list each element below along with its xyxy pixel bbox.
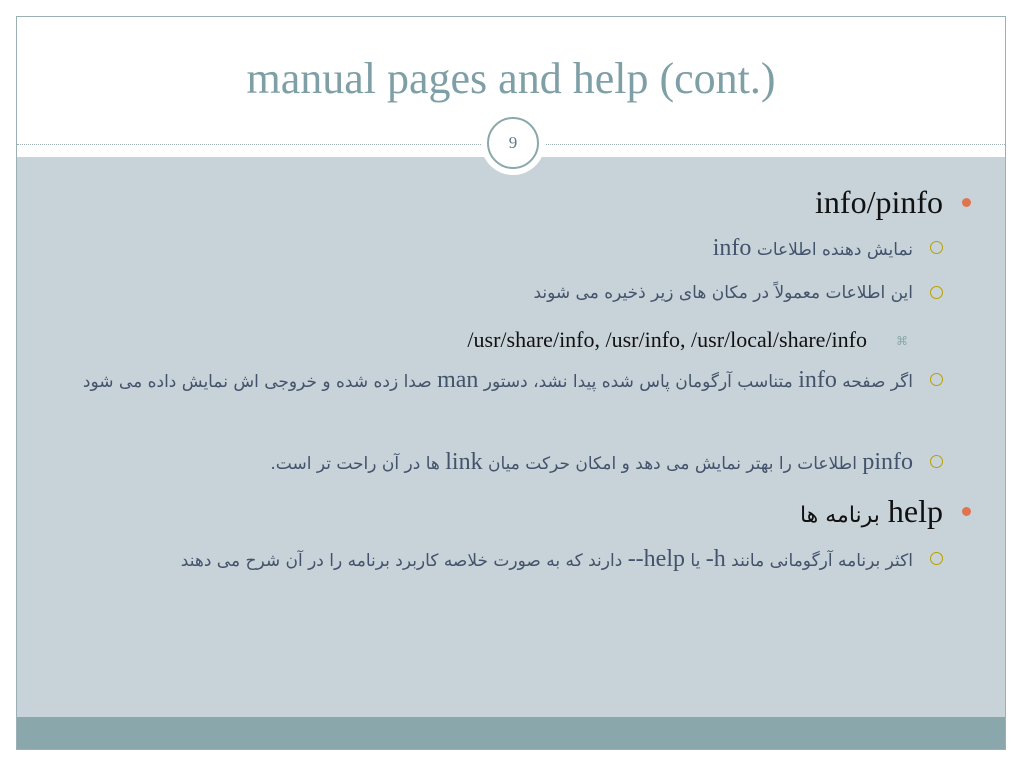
page-number: 9 <box>487 117 539 169</box>
item-term: info <box>712 235 752 261</box>
item-text: اکثر برنامه آرگومانی مانند <box>731 551 913 571</box>
item-term: -h <box>705 546 726 572</box>
item-text: اگر صفحه <box>842 372 913 392</box>
bullet-dot-icon <box>962 198 971 207</box>
item-text: دارند که به صورت خلاصه کاربرد برنامه را در آن شرح می دهند <box>180 551 623 571</box>
list-item <box>270 445 913 481</box>
item-text: ها در آن راحت تر است. <box>270 454 440 474</box>
item-term: link <box>445 449 483 475</box>
heading-text: برنامه ها <box>799 503 880 528</box>
bullet-ring-icon <box>930 455 943 468</box>
bullet-ring-icon <box>930 552 943 565</box>
slide-title: manual pages and help (cont.) <box>246 54 776 103</box>
page-number-badge <box>481 111 545 175</box>
bullet-ring-icon <box>930 373 943 386</box>
bullet-ring-icon <box>930 241 943 254</box>
footer-bar <box>17 717 1005 750</box>
list-item <box>63 542 913 578</box>
item-text: این اطلاعات معمولاً در مکان های زیر ذخیره می شوند <box>533 283 913 303</box>
heading-info-pinfo: info/pinfo <box>815 184 943 220</box>
item-term: info <box>798 367 837 393</box>
list-item <box>63 363 913 399</box>
list-item <box>713 231 913 267</box>
bullet-x-icon: ⌘ <box>896 334 908 348</box>
item-term: man <box>437 367 479 393</box>
info-paths: /usr/share/info, /usr/info, /usr/local/share/info <box>467 327 867 352</box>
item-text: نمایش دهنده اطلاعات <box>756 240 913 260</box>
item-text: صدا زده شده و خروجی اش نمایش داده می شود <box>82 372 432 392</box>
bullet-dot-icon <box>962 507 971 516</box>
bullet-ring-icon <box>930 286 943 299</box>
slide <box>16 16 1006 750</box>
heading-term: help <box>887 493 943 529</box>
item-text: یا <box>690 551 701 571</box>
item-term: --help <box>627 546 685 572</box>
item-term: pinfo <box>862 449 913 475</box>
list-item <box>533 276 913 310</box>
heading-help <box>800 492 943 530</box>
item-text: متناسب آرگومان پاس شده پیدا نشد، دستور <box>483 372 793 392</box>
item-text: اطلاعات را بهتر نمایش می دهد و امکان حرکت میان <box>488 454 857 474</box>
